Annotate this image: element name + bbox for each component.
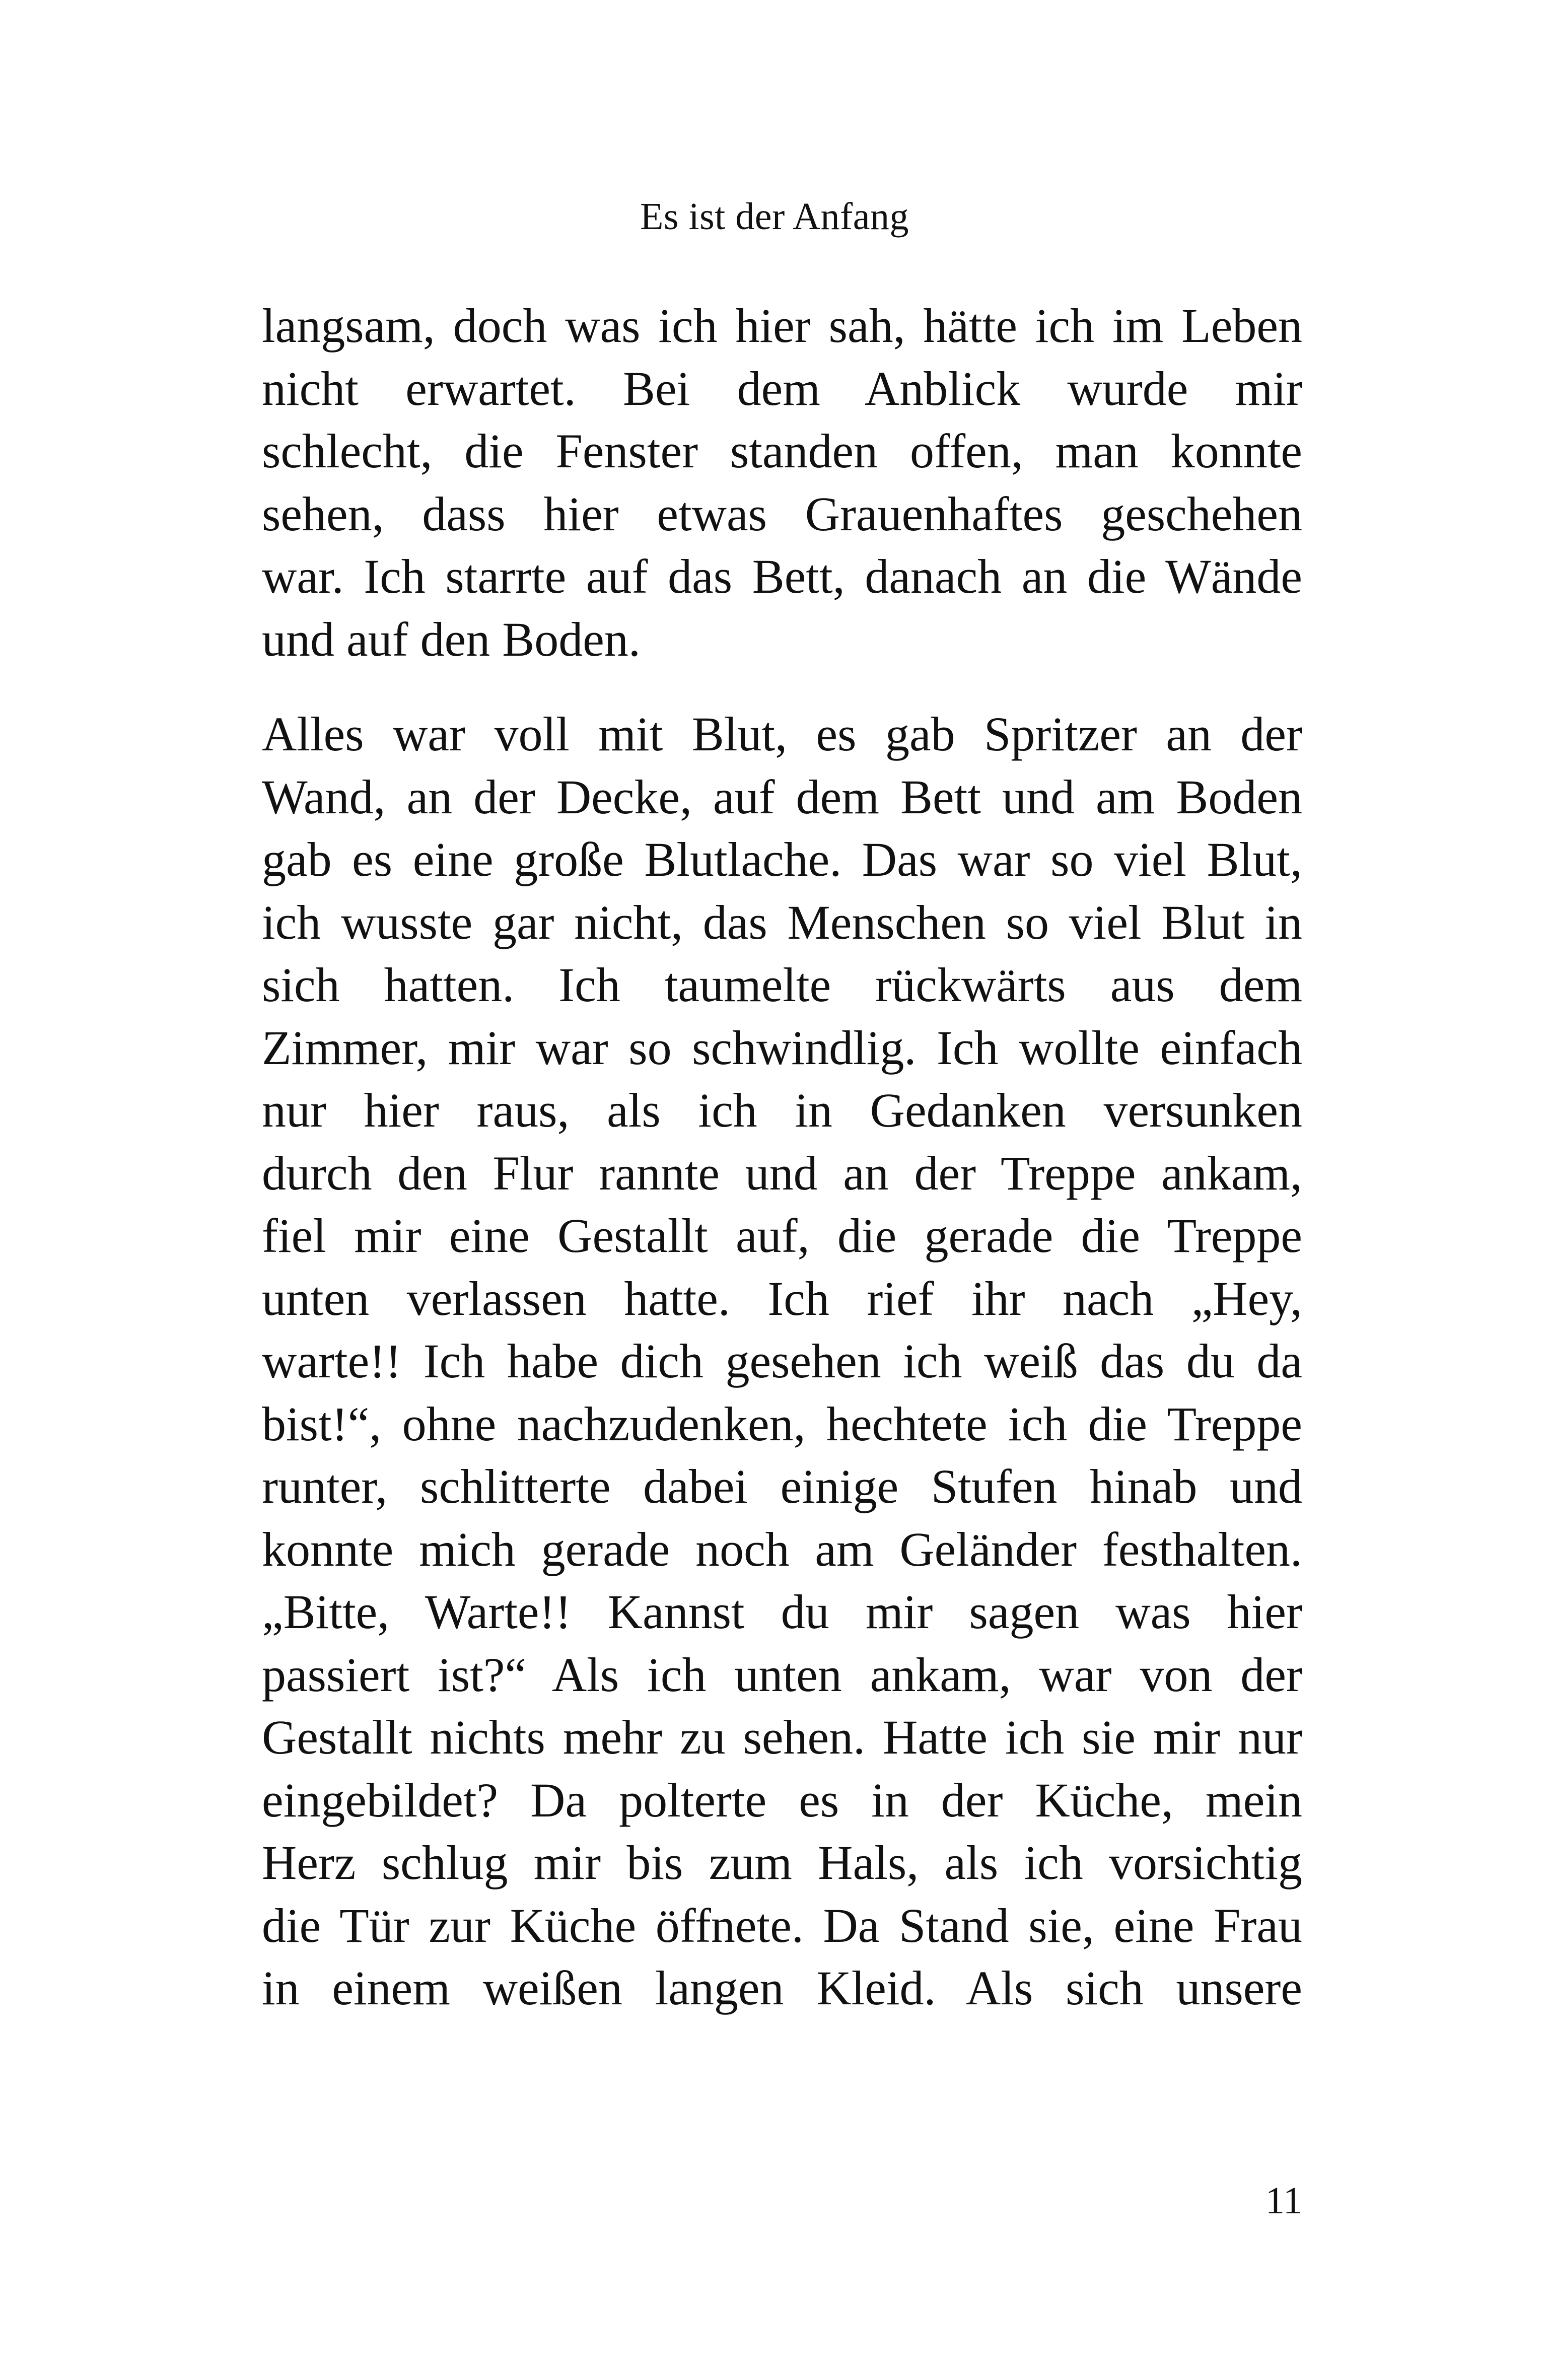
text-line: langsam, doch was ich hier sah, hätte ich im Leben — [262, 299, 1302, 353]
text-line: nicht erwartet. Bei dem Anblick wurde mir — [262, 361, 1302, 415]
text-line: schlecht, die Fenster standen offen, man konnte — [262, 424, 1302, 478]
paragraph-gap — [262, 671, 1302, 703]
paragraph — [262, 295, 1302, 671]
page-number: 11 — [1265, 2180, 1302, 2222]
text-line: Wand, an der Decke, auf dem Bett und am Boden — [262, 769, 1302, 824]
text-line: unten verlassen hatte. Ich rief ihr nach „Hey, — [262, 1271, 1302, 1325]
text-line: in einem weißen langen Kleid. Als sich unsere — [262, 1961, 1302, 2015]
text-line: Herz schlug mir bis zum Hals, als ich vorsichtig — [262, 1836, 1302, 1889]
paragraph — [262, 703, 1302, 2020]
text-line: „Bitte, Warte!! Kannst du mir sagen was hier — [262, 1585, 1302, 1639]
text-line: die Tür zur Küche öffnete. Da Stand sie, eine Frau — [262, 1898, 1302, 1952]
text-line: nur hier raus, als ich in Gedanken versunken — [262, 1083, 1302, 1137]
text-line: sehen, dass hier etwas Grauenhaftes geschehen — [262, 486, 1302, 541]
text-line: eingebildet? Da polterte es in der Küche, mein — [262, 1773, 1302, 1827]
text-line: Gestallt nichts mehr zu sehen. Hatte ich sie mir nur — [262, 1710, 1302, 1764]
text-line: sich hatten. Ich taumelte rückwärts aus dem — [262, 958, 1302, 1012]
text-line: bist!“, ohne nachzudenken, hechtete ich die Treppe — [262, 1396, 1302, 1451]
text-line: Zimmer, mir war so schwindlig. Ich wollte einfach — [262, 1020, 1302, 1075]
body-text — [262, 295, 1302, 2020]
text-line: runter, schlitterte dabei einige Stufen hinab und — [262, 1459, 1302, 1513]
text-line: konnte mich gerade noch am Geländer festhalten. — [262, 1522, 1302, 1576]
text-line: und auf den Boden. — [262, 612, 641, 666]
text-line: ich wusste gar nicht, das Menschen so viel Blut in — [262, 895, 1302, 949]
text-line: war. Ich starrte auf das Bett, danach an die Wände — [262, 549, 1302, 603]
text-line: gab es eine große Blutlache. Das war so viel Blut, — [262, 832, 1302, 886]
running-header: Es ist der Anfang — [640, 195, 909, 238]
text-line: fiel mir eine Gestallt auf, die gerade die Treppe — [262, 1209, 1302, 1263]
text-line: durch den Flur rannte und an der Treppe ankam, — [262, 1146, 1302, 1200]
text-line: warte!! Ich habe dich gesehen ich weiß das du da — [262, 1334, 1302, 1388]
text-line: passiert ist?“ Als ich unten ankam, war von der — [262, 1647, 1302, 1702]
text-line: Alles war voll mit Blut, es gab Spritzer an der — [262, 707, 1302, 761]
